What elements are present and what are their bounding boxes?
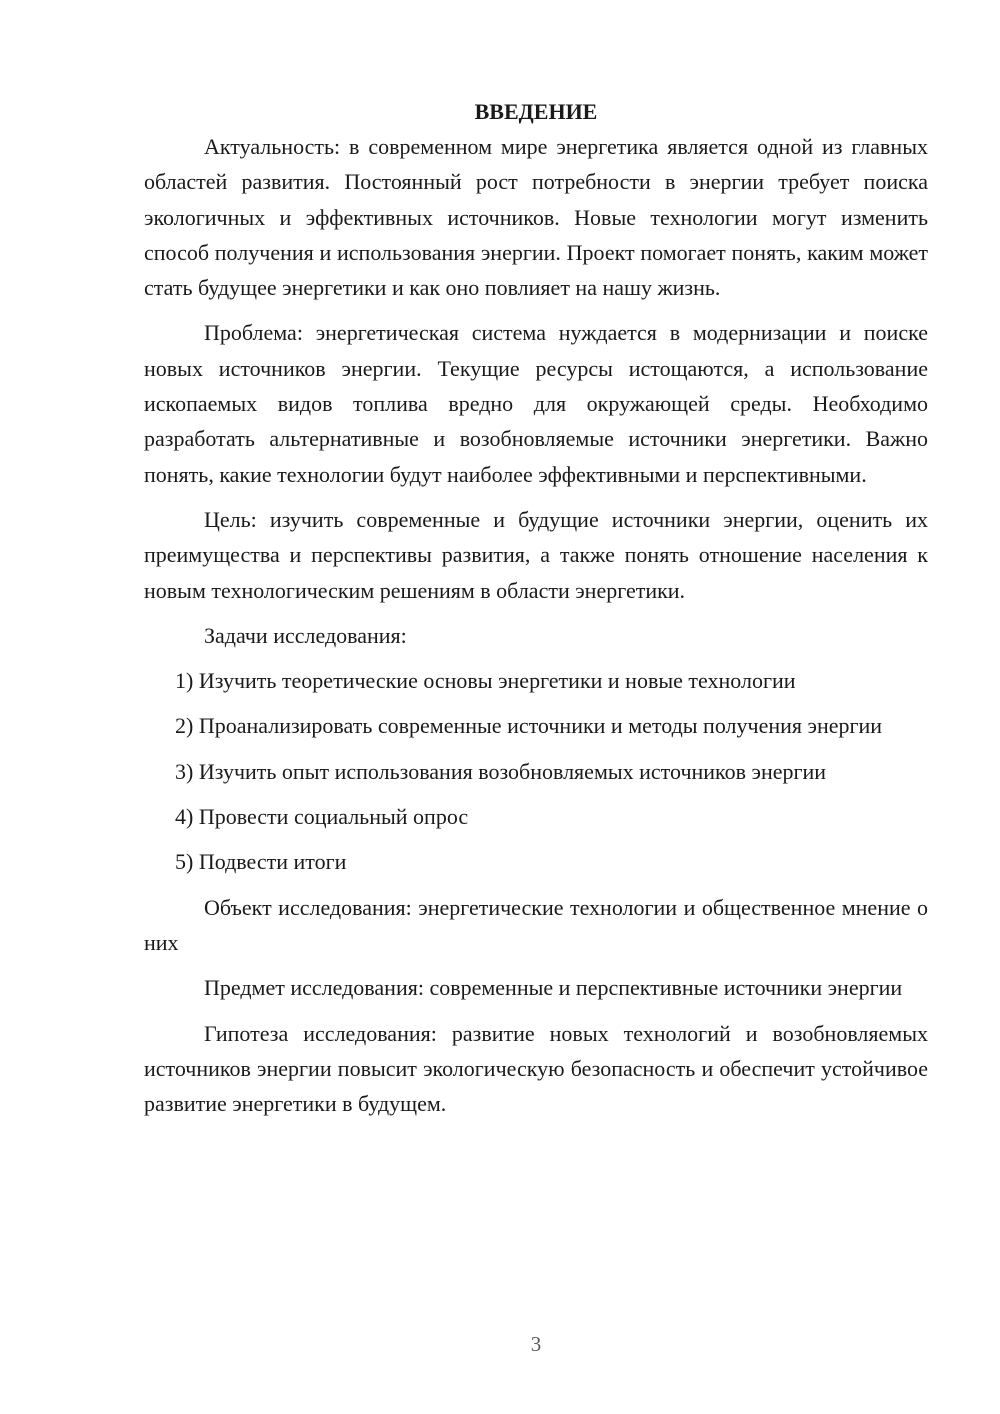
task-item-1: 1) Изучить теоретические основы энергетики и новые технологии — [175, 668, 796, 694]
tasks-list — [144, 663, 928, 879]
paragraph-subject: Предмет исследования: современные и перспективные источники энергии — [204, 975, 903, 1001]
paragraph-problem: Проблема: энергетическая система нуждается в модернизации и поиске новых источников энергии. Текущие ресурсы истощаются, а использование ископаемых видов топлива вредно для окружающей среды. Необходимо разработать альтернативные и возобновляемые источники энергетики. Важно понять, какие технологии будут наиболее эффективными и перспективными. — [144, 320, 928, 487]
paragraph-object: Объект исследования: энергетические технологии и общественное мнение о них — [144, 894, 928, 955]
task-item-2: 2) Проанализировать современные источники и методы получения энергии — [175, 713, 883, 739]
section-title: ВВЕДЕНИЕ — [474, 99, 598, 124]
paragraph-goal: Цель: изучить современные и будущие источники энергии, оценить их преимущества и перспективы развития, а также понять отношение населения к новым технологическим решениям в области энергетики. — [144, 506, 928, 603]
paragraph-relevance: Актуальность: в современном мире энергетика является одной из главных областей развития. Постоянный рост потребности в энергии требует поиска экологичных и эффективных источников. Новые технологии могут изменить способ получения и использования энергии. Проект помогает понять, каким может стать будущее энергетики и как оно повлияет на нашу жизнь. — [144, 134, 928, 301]
task-item-3: 3) Изучить опыт использования возобновляемых источников энергии — [175, 758, 827, 784]
task-item-4: 4) Провести социальный опрос — [175, 804, 469, 830]
task-item-5: 5) Подвести итоги — [175, 849, 347, 875]
page-number: 3 — [530, 1332, 542, 1356]
paragraph-hypothesis: Гипотеза исследования: развитие новых технологий и возобновляемых источников энергии повысит экологическую безопасность и обеспечит устойчивое развитие энергетики в будущем. — [144, 1020, 928, 1117]
paragraph-tasks-heading: Задачи исследования: — [204, 622, 407, 648]
page-content — [144, 94, 928, 1121]
